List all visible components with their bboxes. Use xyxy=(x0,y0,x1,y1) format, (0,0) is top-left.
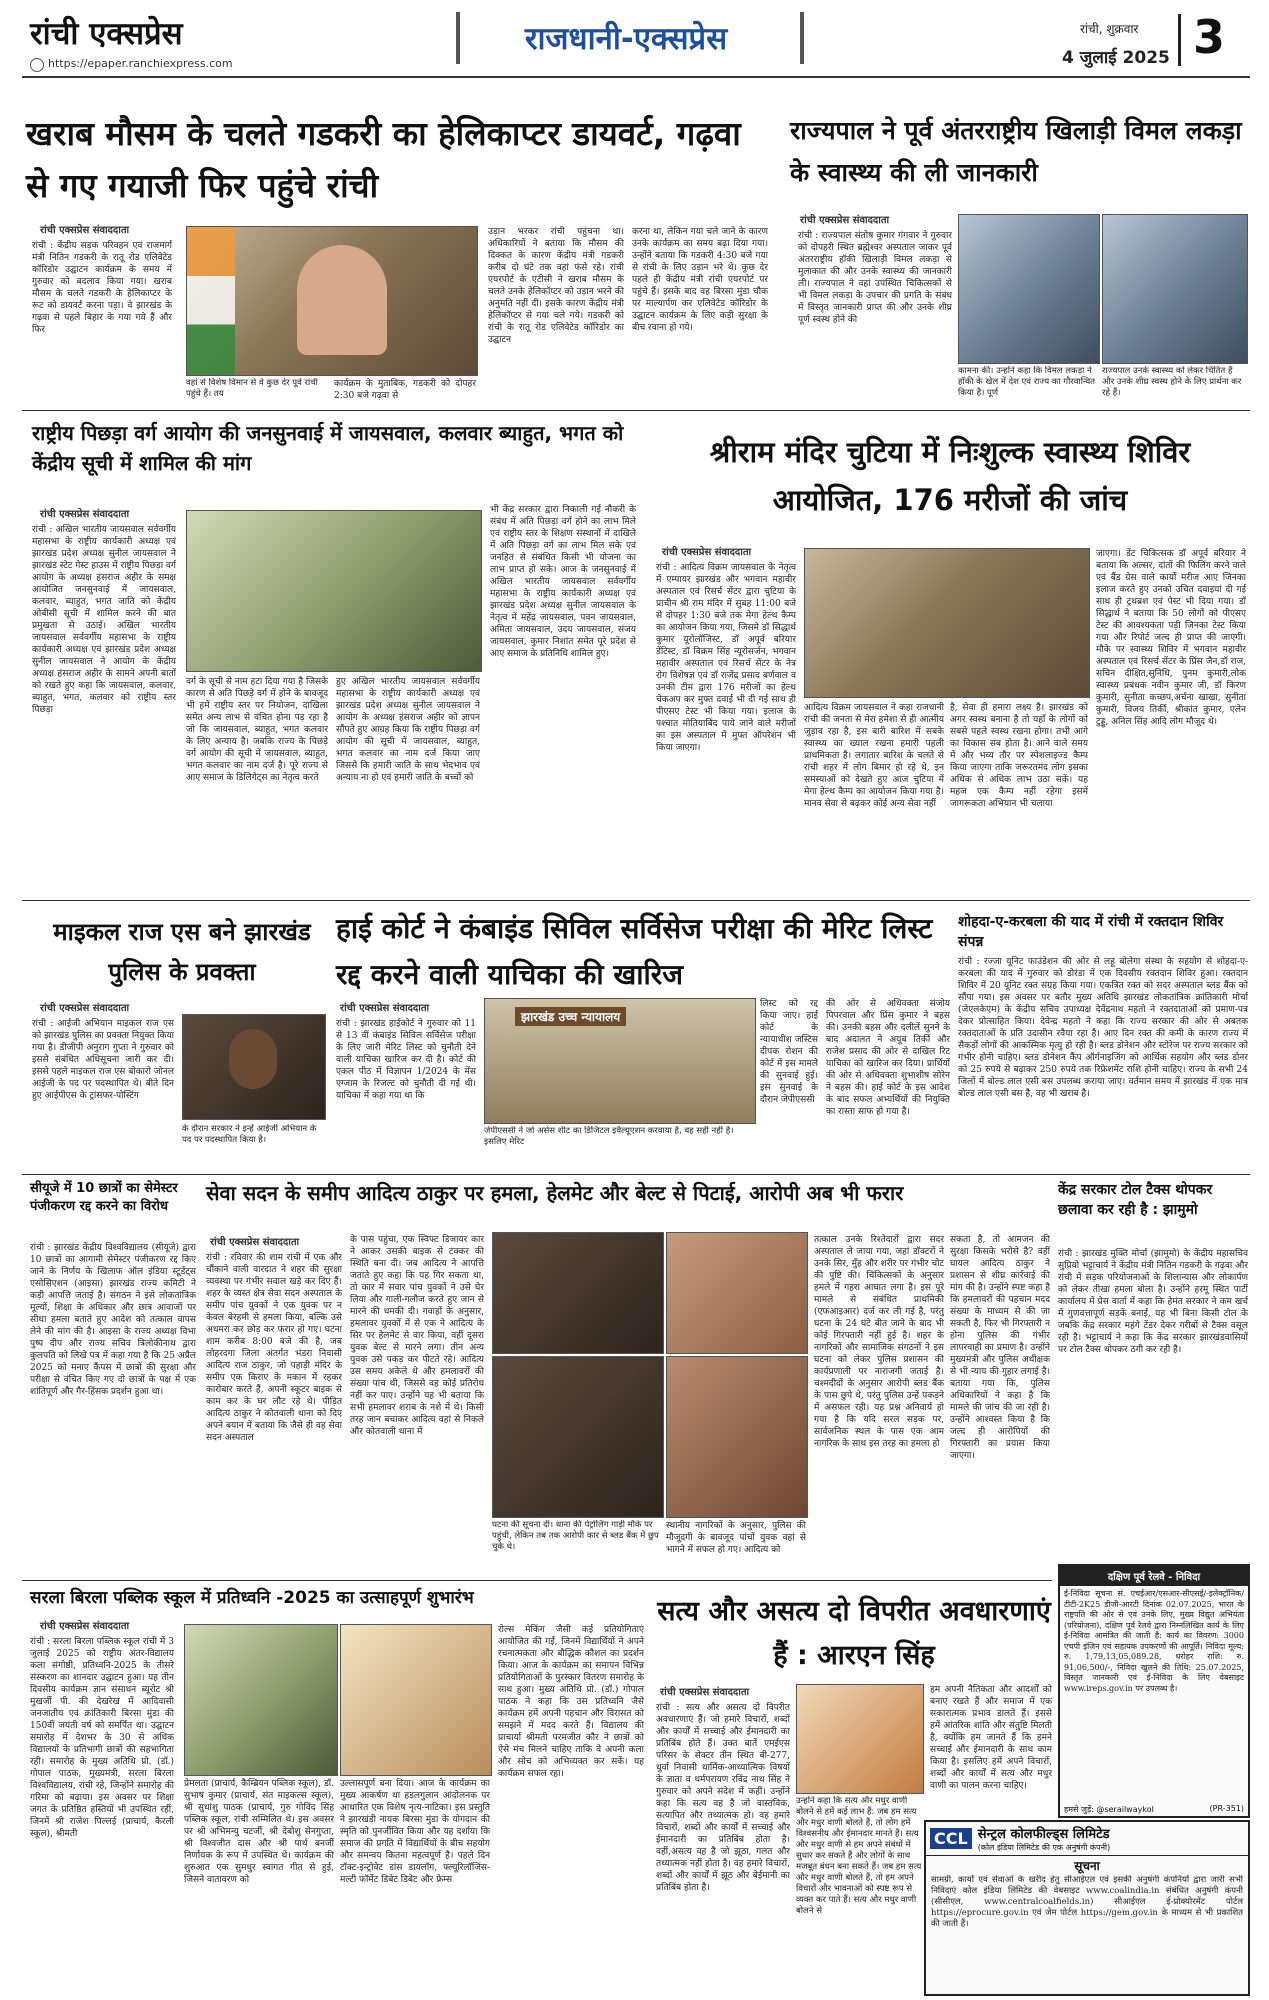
camp-col1: रांची : आदित्य विक्रम जायसवाल के नेतृत्व में एम्पायर झारखंड और भगवान महावीर अस्पताल एवं रिसर्च सेंटर द्वारा चुटिया के प्राचीन श्री राम मंदिर में सुबह 11:00 बजे से दोपहर 1:30 बजे तक मेगा हेल्थ कैम्प का आयोजन किया गया, जिसमे डॉ सिद्धार्थ कुमार यूरोलॉजिस्ट, डॉ अपूर्व बरियार डेंटिस्ट, डॉ विक्रम सिंह न्यूरोसर्जन, भगवान महावीर अस्पताल एवं रिसर्च सेंटर के नेत्र रोग विशेषज्ञ एवं डॉ राजेंद्र प्रसाद बर्णवाल व उनकी टीम द्वारा 176 मरीजों का हेल्थ चेकअप कर मुफ्त दवाई भी दी गई साथ ही पीएसए टेस्ट भी किया गया। इलाज के पश्चात मोतियाबिंद पाये जाने वाले मरीजों का इस अस्पताल में मुफ्त ऑपरेशन भी किया जाएगा। xyxy=(656,563,796,753)
obc-col4: भी केंद्र सरकार द्वारा निकाली गई नौकरी के संबंध में अति पिछड़ा वर्ग होने का लाभ मिले एवं राष्ट्रीय स्तर के शिक्षण संस्थानों में दाखिले में अति पिछड़ा वर्ग का लाभ मिल सके एवं जनहित से संबंधित किसी भी योजना का लाभ प्राप्त हो सके। आज के जनसुनवाई में अखिल भारतीय जायसवाल सर्ववर्गीय महासभा के राष्ट्रीय कार्यकारी अध्यक्ष एवं झारखंड प्रदेश अध्यक्ष सुनील जायसवाल के नेतृत्व में महेंद्र जायसवाल, पवन जायसवाल, अमिता जायसवाल, उदय जायसवाल, संजय जायसवाल, कुमार निशांत समेत पूरे प्रदेश से आए समाज के प्रतिनिधि शामिल हुए। xyxy=(490,505,636,659)
obc-photo xyxy=(186,510,482,672)
sevasadan-col3: स्थानीय नागरिकों के अनुसार, पुलिस की मौजूदगी के बावजूद पांचों युवक वहां से भागने में सफल हो गए। आदित्य को xyxy=(666,1521,806,1555)
court-col2: लिस्ट को रद्द किया जाए। हाई कोर्ट के न्यायाधीश जस्टिस दीपक रोशन की कोर्ट में इस मामले की सुनवाई हुई। इस सुनवाई के दौरान जेपीएससी xyxy=(760,999,818,1105)
sevasadan-photo-2 xyxy=(666,1232,808,1354)
ccl-org-name: सेन्ट्रल कोलफील्ड्स लिमिटेड xyxy=(977,1827,1110,1842)
court-photo xyxy=(484,998,756,1124)
gadkari-col4: करना था, लेकिन गया चले जाने के कारण उनके कार्यक्रम का समय बढ़ा दिया गया। उन्होंने बताया कि गडकरी 4:30 बजे गया से रांची के लिए उड़ान भरे थे। कुछ देर पहले ही केंद्रीय मंत्री रांची एयरपोर्ट पर पहुंचे हैं। इसके बाद वह बिरसा मुंडा चौक पर माल्यार्पण कर एलिवेटेड कॉरिडोर के उद्घाटन कार्यक्रम के लिए कड़ी सुरक्षा के बीच रवाना हो गये। xyxy=(632,227,768,333)
railway-ad-code: (PR-351) xyxy=(1209,1804,1244,1813)
issue-date: 4 जुलाई 2025 xyxy=(1062,48,1170,68)
sarla-byline: रांची एक्सप्रेस संवाददाता xyxy=(40,1621,130,1632)
divider xyxy=(22,410,1250,411)
sevasadan-headline: सेवा सदन के समीप आदित्य ठाकुर पर हमला, हेलमेट और बेल्ट से पिटाई, आरोपी अब भी फरार xyxy=(206,1181,904,1205)
obc-headline: राष्ट्रीय पिछड़ा वर्ग आयोग की जनसुनवाई में जायसवाल, कलवार ब्याहुत, भगत को केंद्रीय सूची में शामिल की मांग xyxy=(32,421,624,475)
sevasadan-col2: के पास पहुंचा, एक स्विफ्ट डिजायर कार ने आकर उसकी बाइक से टक्कर की स्थिति बना दी। जब आदित्य ने आपत्ति जताते हुए कहा कि यह गिर सकता था, तो कार में सवार पांच युवकों ने उसे घेर लिया और गाली-गलौज करते हुए जान से मारने की धमकी दी। गवाहों के अनुसार, हमलावर युवकों में से एक ने आदित्य के सिर पर हेलमेट से वार किया, वहीं दूसरा युवक बेल्ट से मारने लगा। तीन अन्य युवक उसे पकड़ कर पीटते रहे। आदित्य उस समय अकेले थे और हमलावरों की संख्या पांच थी, जिससे वह कोई प्रतिरोध नहीं कर पाए। उन्होंने यह भी बताया कि सभी हमलावर शराब के नशे में थे। किसी तरह जान बचाकर आदित्य वहां से निकले और कोतवाली थाना में xyxy=(350,1235,484,1437)
paper-logo: रांची एक्सप्रेस xyxy=(30,16,183,52)
sevasadan-byline: रांची एक्सप्रेस संवाददाता xyxy=(210,1237,300,1248)
obc-byline: रांची एक्सप्रेस संवाददाता xyxy=(40,509,130,520)
camp-byline: रांची एक्सप्रेस संवाददाता xyxy=(662,547,752,558)
governor-byline: रांची एक्सप्रेस संवाददाता xyxy=(800,215,890,226)
satya-col1: रांची : सत्य और असत्य दो विपरीत अवधारणाएं हैं। जो हमारे विचारों, शब्दों और कार्यों में सच्चाई और ईमानदारी का प्रतिबिंब होते हैं। उक्त बातें एमईएस परिसर के सेक्टर तीन स्थित बी-277, धुर्वा निवासी धार्मिक-आध्यात्मिक विषयों के ज्ञाता व धर्मपरायण रविंद्र नाथ सिंह ने गुरुवार को अपने संदेश में कहीं। उन्होंने कहा कि सत्य वह है जो वास्तविक, सत्यापित और तथ्यात्मक हो। वह हमारे विचारों, शब्दों और कार्यों में सच्चाई और ईमानदारी का प्रतिबिंब होता है। वहीं,असत्य वह है जो झूठा, गलत और तथ्यात्मक नहीं होता है। वह हमारे विचारों, शब्दों और कार्यों में झूठ और बेईमानी का प्रतिबिंब होता है। xyxy=(656,1703,790,1893)
railway-ad-handle: हमसे जुड़ें: @serailwaykol xyxy=(1064,1805,1154,1814)
governor-caption-1: कामना की। उन्होंने कहा कि विमल लकड़ा ने हॉकी के खेल में देश एवं राज्य का गौरवान्वित किया है। पूर्ण xyxy=(958,366,1096,398)
satya-byline: रांची एक्सप्रेस संवाददाता xyxy=(660,1687,750,1698)
court-byline: रांची एक्सप्रेस संवाददाता xyxy=(340,1003,430,1014)
gadkari-col1: रांची : केंद्रीय सड़क परिवहन एवं राजमार्ग मंत्री नितिन गडकरी के रातू रोड एलिवेटेड कॉरिडोर उद्घाटन कार्यक्रम के समय में गुरुवार को बदलाव किया गया। खराब मौसम के चलते गडकरी के हेलिकाप्टर के रूट को डायवर्ट करना पड़ा। वे झारखंड के गढ़वा से पहले बिहार के गया गये हैं और फिर xyxy=(32,241,172,335)
railway-tender-ad[interactable] xyxy=(1058,1564,1250,1818)
sevasadan-photo-4 xyxy=(666,1356,808,1518)
blood-body: रांची : रज्जा यूनिट फाउंडेशन की ओर से लहू बोलेगा संस्था के सहयोग से शोहदा-ए-करबला की याद में गुरुवार को डोरंडा में एक दिवसीय रक्तदान शिविर हुआ। रक्तदान शिविर में 20 यूनिट रक्त संग्रह किया गया। एकत्रित रक्त को सदर अस्पताल ब्लड बैंक को सौंपा गया। इस अवसर पर बतौर मुख्य अतिथि झारखंड लोकतांत्रिक क्रांतिकारी मोर्चा (जेएलकेएम) के केंद्रीय सचिव उपाध्यक्ष देवेंद्रनाथ महतो ने रक्तदाताओं को प्रमाण-पत्र देकर प्रोत्साहित किया। देवेन्द्र महतो ने कहा कि राज्य सरकार की ओर से अबतक रक्तदाताओं के प्रति उदासीन रवैया रहा है। आए दिन रक्त की कमी के कारण राज्य में सैकड़ों लोगों की आकस्मिक मृत्यु हो रही है। ब्लड डोनेशन और स्टोरेज पर राज्य सरकार को गंभीर होनी चाहिए। ब्लड डोनेशन कैंप ऑर्गनाइजिंग को आर्थिक सहयोग और ब्लड डोनर को 25 रुपये से बढ़ाकर 250 रुपये तक रिफ्रेशमेंट राशि होनी चाहिए। राज्य के सभी 24 जिलों में बोल्ड लाल एसी बस उपलब्ध कराया जाए। वर्तमान समय में झारखंड में एक मात्र बोल्ड लाल एसी बस है, वह भी खराब है। xyxy=(958,957,1248,1099)
camp-headline: श्रीराम मंदिर चुटिया में निःशुल्क स्वास्थ्य शिविर आयोजित, 176 मरीजों की जांच xyxy=(709,435,1191,517)
camp-col3: है, सेवा ही हमारा लक्ष्य है। झारखंड को अगर स्वस्थ बनाना है तो यहाँ के लोगों को सबसे पहले स्वस्थ रखना होगा। तभी आगे का विकास सब होता है। आने वाले समय में और भव्य तौर पर स्पेशलाइज्ड कैम्प किया जाएगा ताकि जरूरतमंद लोग इसका अधिक से अधिक लाभ उठा सकें। यह महज एक कैम्प नहीं रहेगा इसमें जागरूकता अभियान भी चलाया xyxy=(950,703,1088,809)
camp-photo xyxy=(804,548,1090,698)
sevasadan-col1: रांची : रविवार की शाम रांची में एक और चौंकाने वाली वारदात ने शहर की सुरक्षा व्यवस्था पर गंभीर सवाल खड़े कर दिए हैं। शहर के व्यस्त क्षेत्र सेवा सदन अस्पताल के समीप पांच युवकों ने एक युवक पर न केवल बेरहमी से हमला किया, बल्कि उसे अधमरा कर छोड़ कर फरार हो गए। घटना शाम करीब 8:00 बजे की है, जब लोहरदगा जिला अंतर्गत भंडरा निवासी आदित्य राज ठाकुर, जो पहाड़ी मंदिर के समीप एक किराए के मकान में रहकर कारोबार करते हैं, अपनी स्कूटर बाइक से काम कर के घर लौट रहे थे। पीड़ित आदित्य ठाकुर ने कोतवाली थाना को दिए अपने बयान में बताया कि जैसे ही वह सेवा सदन अस्पताल xyxy=(206,1253,342,1443)
masthead xyxy=(0,0,1269,80)
satya-col2: हम अपनी नैतिकता और आदर्शों को बनाए रखते हैं और समाज में एक सकारात्मक प्रभाव डालते हैं। इससे हमें आंतरिक शांति और संतुष्टि मिलती है, क्योंकि हम जानते हैं कि हमने सच्चाई और ईमानदारी के साथ काम किया है। इसलिए हमें अपने विचारों, शब्दों और कार्यों में सत्य और मधुर वाणी का पालन करना चाहिए। xyxy=(930,1685,1052,1791)
cuj-body: रांची : झारखंड केंद्रीय विश्वविद्यालय (सीयूजे) द्वारा 10 छात्रों का आगामी सेमेस्टर पंजीकरण रद्द किए जाने के निर्णय के खिलाफ ऑल इंडिया स्टूडेंट्स एसोसिएशन (आइसा) झारखंड राज्य कमिटी ने कड़ी आपत्ति जताई है। संगठन ने इसे लोकतांत्रिक मूल्यों, शिक्षा के अधिकार और छात्र आवाजों पर सीधा हमला बताते हुए आदेश को तत्काल वापस लेने की मांग की है। आइसा के राज्य अध्यक्ष विभा पुष्प दीप और राज्य सचिव त्रिलोकीनाथ द्वारा कुलपति को लिखे पत्र में कहा गया है कि 25 अप्रैल 2025 को मनाए कैंपस में छात्रों की सुरक्षा और परीक्षा से वंचित किए गए दो छात्रों के पक्ष में एक शांतिपूर्ण और गैर-हिंसक प्रदर्शन हुआ था। xyxy=(30,1243,196,1397)
railway-ad-footer xyxy=(1060,1804,1248,1815)
gadkari-col3: उड़ान भरकर रांची पहुंचना था। अधिकारियों ने बताया कि मौसम की दिक्कत के कारण केंद्रीय मंत्री गडकरी करीब दो घंटे तक वहां फंसे रहे। रांची एयरपोर्ट के एटीसी ने खराब मौसम के चलते उनके हेलिकॉप्टर को उड़ान भरने की अनुमति नहीं दी। इसके कारण केंद्रीय मंत्री हेलिकॉप्टर से गया चले गये। गडकरी को रांची के रातू रोड एलिवेटेड कॉरिडोर का उद्घाटन xyxy=(488,227,624,345)
governor-caption-2: राज्यपाल उनके स्वास्थ्य को लेकर चिंतित हैं और उनके शीघ्र स्वस्थ होने के लिए प्रार्थना कर रहे हैं। xyxy=(1102,366,1242,398)
globe-icon xyxy=(30,58,44,72)
obc-col3: हुए अखिल भारतीय जायसवाल सर्ववर्गीय महासभा के राष्ट्रीय कार्यकारी अध्यक्ष एवं झारखंड प्रदेश अध्यक्ष सुनील जायसवाल ने आयोग के अध्यक्ष हंसराज अहीर को ज्ञापन सौंपते हुए आग्रह किया कि राष्ट्रीय पिछड़ा वर्ग आयोग की सूची में जायसवाल, ब्याहुत, भगत कलवार का नाम दर्ज किया जाए जिससे कि हमारी जाति के साथ भेदभाव एवं अन्याय ना हो एवं हमारी जाति के बच्चों को xyxy=(336,677,480,783)
michael-byline: रांची एक्सप्रेस संवाददाता xyxy=(40,1003,130,1014)
ccl-ad-header xyxy=(926,1822,1248,1856)
ccl-notice-body: सामग्री, कार्यों एवं सेवाओं के खरीद हेतु सीआईएल एवं इसकी अनुषंगी कंपनियों द्वारा जारी सभी निविदाएं कोल इंडिया लिमिटेड की वेबसाइट www.coalindia.in संबंधित अनुषंगी कंपनी (सीसीएल, www.centralcoalfields.in) सीआईएल ई-प्रोक्योरमेंट पोर्टल https://eprocure.gov.in एवं जेम पोर्टल https://gem.gov.in के माध्यम से भी प्रकाशित की जाती हैं। xyxy=(931,1875,1243,1929)
gadkari-col2: कार्यक्रम के मुताबिक, गडकरी को दोपहर 2:30 बजे गढ़वा से xyxy=(334,379,476,401)
governor-photo-1 xyxy=(958,214,1100,364)
blood-headline: शोहदा-ए-करबला की याद में रांची में रक्तदान शिविर संपन्न xyxy=(958,914,1224,950)
satya-headline: सत्य और असत्य दो विपरीत अवधारणाएं हैं : आरएन सिंह xyxy=(657,1596,1051,1671)
page-number-text: 3 xyxy=(1193,10,1226,64)
michael-photo xyxy=(182,1014,326,1120)
issue-day: रांची, शुक्रवार xyxy=(1080,22,1139,36)
ccl-notice-title: सूचना xyxy=(1074,1859,1100,1873)
sarla-col2: प्रेमलता (प्राचार्य, कैम्ब्रियन पब्लिक स्कूल), डॉ. सुभाष कुमार (प्राचार्य, संत माइकल्स स्कूल), श्री सुधांशु पाठक (प्राचार्य, गुरु गोविंद सिंह पब्लिक स्कूल, रांची सम्मिलित थे। इस अवसर पर श्री अभिमन्यु चटर्जी, श्री देबोशु सेनगुप्ता, श्री विश्वजीत दास और श्री पार्थ बनर्जी निर्णायक के रूप में उपस्थित थे। कार्यक्रम की शुरुआत एक सुमधुर स्वागत गीत से हुई, जिसने वातावरण को xyxy=(184,1779,334,1885)
sarla-photo-1 xyxy=(184,1624,338,1776)
toll-body: रांची : झारखंड मुक्ति मोर्चा (झामुमो) के केंद्रीय महासचिव सुप्रियो भट्टाचार्य ने केंद्रीय मंत्री नितिन गडकरी के गढ़वा और रांची में सड़क परियोजनाओं के शिलान्यास और लोकार्पण को लेकर तीखा हमला बोला है। उन्होंने हरमू स्थित पार्टी कार्यालय में प्रेस वार्ता में कहा कि हेमंत सरकार ने कम खर्च में गुणवत्तापूर्ण सड़कें बनाई, यह भी बिना किसी टोल के जबकि केंद्र सरकार महंगे टेंडर देकर गरीबों से टैक्स वसूल रही है। भट्टाचार्य ने कहा कि केंद्र सरकार झारखंडवासियों पर टोल टैक्स थोपकर ठगी कर रही है। xyxy=(1058,1249,1248,1355)
governor-headline: राज्यपाल ने पूर्व अंतरराष्ट्रीय खिलाड़ी विमल लकड़ा के स्वास्थ्य की ली जानकारी xyxy=(790,116,1242,187)
gadkari-photo-caption: वहां से विशेष विमान से वे कुछ देर पूर्व रांची पहुंचे हैं। तय xyxy=(186,378,318,399)
section-title: राजधानी-एक्सप्रेस xyxy=(524,21,728,57)
toll-headline: केंद्र सरकार टोल टैक्स थोपकर छलावा कर रही है : झामुमो xyxy=(1058,1182,1213,1218)
sarla-headline: सरला बिरला पब्लिक स्कूल में प्रतिध्वनि -2025 का उत्साहपूर्ण शुभारंभ xyxy=(30,1588,474,1608)
michael-caption: के दौरान सरकार ने इन्हें आईजी अभियान के पद पर पदस्थापित किया है। xyxy=(182,1124,317,1145)
sarla-photo-2 xyxy=(340,1624,492,1776)
ccl-org-sub: (कोल इंडिया लिमिटेड की एक अनुषंगी कंपनी) xyxy=(977,1843,1111,1852)
obc-col1: रांची : अखिल भारतीय जायसवाल सर्ववर्गीय महासभा के राष्ट्रीय कार्यकारी अध्यक्ष एवं झारखंड प्रदेश अध्यक्ष सुनील जायसवाल ने झारखंड स्टेट गेस्ट हाउस में राष्ट्रीय पिछड़ा वर्ग आयोग के अध्यक्ष हंसराज अहीर के समक्ष आयोजित जनसुनवाई में जायसवाल, कलवार, ब्याहुत, भगत जाति को केंद्रीय ओबीसी सूची में शामिल करने की बात प्रमुखता से उठाई। अखिल भारतीय जायसवाल सर्ववर्गीय महासभा के राष्ट्रीय कार्यकारी अध्यक्ष एवं झारखंड प्रदेश अध्यक्ष सुनील जायसवाल ने आयोग के केंद्रीय अध्यक्ष हंसराज अहीर के सामने अपनी बातों को रखते हुए कहा कि जायसवाल, कलवार, ब्याहुत, भगत, कलवार को राष्ट्रीय स्तर पिछड़ा xyxy=(32,525,176,715)
railway-ad-body: ई-निविदा सूचना सं. एचईआर/एसआर-सीएसई/-इलेक्ट्रॉनिक/ टीटी-2K25 डीजी-आरटी दिनांक 02.07.2025, भारत के राष्ट्रपति की ओर से एवं उनके लिए, मुख्य विद्युत अभियंता (परियोजना), दक्षिण पूर्व रेलवे द्वारा निम्नलिखित कार्य के लिए ई-निविदा आमंत्रित की जाती है: कार्य का विवरण: 3000 एचपी इंजिन एवं सहायक उपकरणों की आपूर्ति। निविदा मूल्य: रु. 1,79,13,05,089.28, धरोहर राशि: रु. 91,06,500/-, निविदा खुलने की तिथि: 25.07.2025, विस्तृत जानकारी एवं ई-निविदा के लिए वेबसाइट www.ireps.gov.in पर उपलब्ध है। xyxy=(1064,1589,1244,1693)
ccl-notice-ad[interactable] xyxy=(924,1820,1250,1996)
satya-photo xyxy=(796,1684,924,1794)
page-number xyxy=(1178,10,1241,66)
sevasadan-caption: घटना की सूचना दी। थाना की पेट्रोलिंग गाड़ी मौके पर पहुंची, लेकिन तब तक आरोपी कार से ब्लड बैंक में छुप चुके थे। xyxy=(492,1520,659,1552)
cuj-headline: सीयूजे में 10 छात्रों का सेमेस्टर पंजीकरण रद्द करने का विरोध xyxy=(30,1181,178,1214)
court-col1: रांची : झारखंड हाईकोर्ट ने गुरुवार को 11 से 13 वीं कंबाइंड सिविल सर्विसेज परीक्षा के लिए जारी मेरिट लिस्ट को चुनौती देने वाली याचिका खारिज कर दी है। कोर्ट की एकल पीठ में विज्ञापन 1/2024 के मेंस एग्जाम के रिजल्ट को चुनौती दी गई थी। याचिका में कहा गया था कि xyxy=(336,1019,476,1101)
court-photo-label: झारखंड उच्च न्यायालय xyxy=(515,1007,626,1026)
court-col3: की ओर से अधिवक्ता संजोय पिपरवाल और प्रिंस कुमार ने बहस की। उनकी बहस और दलीलें सुनने के बाद अदालत ने अयूब तिर्की और राजेश प्रसाद की ओर से दाखिल रिट याचिका को खारिज कर दिया। प्रार्थियों की ओर से अधिवक्ता शुभाशीष सोरेन ने बहस की। हाई कोर्ट के इस आदेश के बाद सफल अभ्यर्थियों की नियुक्ति का रास्ता साफ हो गया है। xyxy=(826,999,950,1117)
court-headline: हाई कोर्ट ने कंबाइंड सिविल सर्विसेज परीक्षा की मेरिट लिस्ट रद्द करने वाली याचिका की खारिज xyxy=(336,912,933,991)
governor-photo-2 xyxy=(1102,214,1248,364)
sevasadan-photo-3 xyxy=(492,1356,664,1518)
court-caption: जेपीएससी ने जो असेस शीट का डिजिटल इवैल्यूएशन करवाया है, वह सही नहीं है। इसलिए मेरिट xyxy=(484,1126,734,1147)
gadkari-photo xyxy=(186,226,478,376)
camp-col2: आदित्य विक्रम जायसवाल ने कहा राजधानी रांची की जनता से मेरा हमेशा से ही आत्मीय जुड़ाव रहा है, इस बारी बारिश में सबके स्वास्थ्य का ख्याल रखना हमारी पहली प्राथमिकता है। लगातार बारिश के चलते से रांची शहर में लोग बिमार हो रहे थे, इन समस्याओं को देखते हुए आज चुटिया में मेगा हेल्थ कैम्प का आयोजन किया गया है। मानव सेवा से बढ़कर कोई अन्य सेवा नहीं xyxy=(804,703,944,809)
divider xyxy=(22,1580,1052,1581)
obc-col2: वर्ग के सूची से नाम हटा दिया गया है जिसके कारण से अति पिछड़े वर्ग में होने के बावजूद भी हमें राष्ट्रीय स्तर पर नियोजन, दाखिला समेत अन्य लाभ से वंचित होना पड़ रहा है जो कि जायसवाल, ब्याहुत, भगत कलवार के लिए अन्याय है। जबकि राज्य के पिछड़े वर्ग आयोग की सूची में जायसवाल, ब्याहुत, भगत कलवार का नाम दर्ज है। पूरे राज्य से आए समाज के डिलिगेट्स का नेतृत्व करते xyxy=(186,677,328,783)
michael-headline: माइकल राज एस बने झारखंड पुलिस के प्रवक्ता xyxy=(53,918,311,986)
satya-caption: उन्होंने कहा कि सत्य और मधुर वाणी बोलने से हमें कई लाभ हैं: जब हम सत्य और मधुर वाणी बोलते हैं, तो लोग हमें विश्वसनीय और ईमानदार मानते हैं। सत्य और मधुर वाणी से हम अपने संबंधों में सुधार कर सकते हैं और लोगों के साथ मजबूत बंधन बना सकते हैं। जब हम सत्य और मधुर वाणी बोलते हैं, तो हम अपने विचारों और भावनाओं को स्पष्ट रूप से व्यक्त कर पाते हैं। सत्य और मधुर वाणी बोलने से xyxy=(796,1796,922,1916)
gadkari-photo-flag xyxy=(187,227,235,375)
ccl-logo: CCL xyxy=(930,1828,972,1849)
gadkari-headline: खराब मौसम के चलते गडकरी का हेलिकाप्टर डायवर्ट, गढ़वा से गए गयाजी फिर पहुंचे रांची xyxy=(26,114,741,205)
gadkari-photo-person xyxy=(297,245,387,355)
sevasadan-col5: सकता है, तो आमजन की सुरक्षा किसके भरोसे है? वहीं घायल आदित्य ठाकुर ने प्रशासन से शीघ्र कार्रवाई की मांग की है। उन्होंने स्पष्ट कहा है कि हमलावरों की पहचान मदद संख्या के माध्यम से की जा सकती है, फिर भी गिरफ्तारी न होना पुलिस की गंभीर लापरवाही का प्रमाण है। उन्होंने मुख्यमंत्री और पुलिस अधीक्षक से भी न्याय की गुहार लगाई है। बताया गया कि, पुलिस अधिकारियों ने कहा है कि मामले की जांच की जा रही है। उन्होंने आश्वस्त किया है कि जल्द ही आरोपियों की गिरफ्तारी का प्रयास किया जाएगा। xyxy=(950,1235,1050,1461)
michael-photo-face xyxy=(229,1029,277,1089)
divider xyxy=(22,900,1250,901)
sevasadan-col4: तत्काल उनके रिश्तेदारों द्वारा सदर अस्पताल ले जाया गया, जहां डॉक्टरों ने उनके सिर, मुँह और शरीर पर गंभीर चोट की पुष्टि की। चिकित्सकों के अनुसार हमले में गहरा आघात लगा है। इस पूरे मामले से संबंधित प्राथमिकी (एफआइआर) दर्ज कर ली गई है, परंतु घटना के 24 घंटे बीत जाने के बाद भी कोई गिरफ्तारी नहीं हुई है। शहर के नागरिकों और सामाजिक संगठनों ने इस घटना को लेकर पुलिस प्रशासन की कार्यप्रणाली पर नाराजगी जताई है। चश्मदीदों के अनुसार आरोपी ब्लड बैंक के पास छुपे थे, परंतु पुलिस उन्हें पकड़ने में असफल रही। यह प्रश्न अनिवार्य हो गया है कि यदि सरल सड़क पर, सार्वजनिक स्थल के पास एक आम नागरिक के साथ इस तरह का हमला हो xyxy=(814,1235,944,1449)
epaper-url[interactable]: https://epaper.ranchiexpress.com xyxy=(48,57,233,70)
sarla-col1: रांची : सरला बिरला पब्लिक स्कूल रांची में 3 जुलाई 2025 को राष्ट्रीय अंतर-विद्यालय कला संगोष्ठी, प्रतिध्वनि-2025 के तीसरे संस्करण का शानदार उद्घाटन हुआ। यह तीन दिवसीय कार्यक्रम ज्ञान संसाधन ब्यूरोट श्री मुखर्जी पी. की देखरेख में आदिवासी जनजातीय एवं क्रांतिकारी बिरसा मुंडा की 150वीं जयंती वर्ष को समर्पित था। उद्घाटन समारोह में देशभर के 30 से अधिक विद्यालयों के प्रतिभागी छात्रों की सहभागिता रही। समारोह के मुख्य अतिथि प्रो. (डॉ.) गोपाल पाठक, मुख्यमंत्री, सरला बिरला विश्वविद्यालय, रांची रहे, जिन्होंने समारोह की गरिमा को बढ़ाया। इस अवसर पर शिक्षा जगत के प्रतिष्ठित हस्तियों भी उपस्थित रहीं, जिनमें श्री राजेश पिल्लई (प्राचार्य, कैरली स्कूल), श्रीमती xyxy=(30,1637,174,1839)
sarla-col3: उल्लासपूर्ण बना दिया। आज के कार्यक्रम का मुख्य आकर्षण था हडलगुलान आंदोलनक पर आधारित एक विशेष नृत्य-नाटिका। इस प्रस्तुति ने झारखंडी नायक बिरसा मुंडा के योगदान की स्मृति को पुनर्जीवित किया और यह दर्शाया कि समाज की प्रगति में विद्यार्थियों के बीच सहयोग और समन्वय कितना महत्वपूर्ण है। पहले दिन टॉक्ट-इन्ट्रोवेट डांस डायलॉग, फ्ल्यूरिलॉजिंस- मल्टी फॉर्मेट डिबेट डिबेट और फ्रेम्स xyxy=(340,1779,490,1885)
camp-col4: जाएगा। डेंट चिकित्सक डॉ अपूर्व बरियार ने बताया कि अल्सर, दांतों की फिलिंग करने वाले एवं बैंड ग्रेस वाले कार्यो मरीज आए जिनका इलाज करते हुए उनको उचित दवाइयां दी गई साथ ही ट्रथब्रश एवं पेस्ट भी दिया गया। डॉ सिद्धार्थ ने बताया कि 50 लोगों को पीएसए टेस्ट की आवश्यकता पड़ी जिनका टेस्ट किया गया और रिपोर्ट जल्द ही प्राप्त की जाएगी। मौके पर स्वास्थ्य शिविर में भगवान महावीर अस्पताल एवं रिसर्च सेंटर के प्रिंस जैन,डॉ राज, सचिन दीक्षित,सुनिधि, पुनम कुमारी,लोक स्वास्थ्य प्रबंधक नवीन कुमार जी, डॉ किरण कुमारी, सुनीता कच्छप,अर्चना खाखा, सुनीता कुमारी, विजय तिर्की, श्रीकांत कुमार, एलेन टुड्डू, अनिल सिंह आदि लोग मौजूद थे। xyxy=(1096,549,1246,727)
divider xyxy=(22,1174,1250,1175)
michael-col1: रांची : आईजी अभियान माइकल राज एस को झारखंड पुलिस का प्रवक्ता नियुक्त किया गया है। डीजीपी अनुराग गुप्ता ने गुरुवार को इससे संबंधित अधिसूचना जारी कर दी। इससे पहले माइकल राज एस बोकारो जोनल आईजी के पद पर पदस्थापित थे। बीते दिन हुए आईपीएस के ट्रांसफर-पोस्टिंग xyxy=(32,1019,174,1101)
gadkari-byline: रांची एक्सप्रेस संवाददाता xyxy=(40,225,130,236)
railway-ad-title: दक्षिण पूर्व रेलवे - निविदा xyxy=(1060,1566,1248,1586)
sarla-col4: रोल्स मेकिंग जैसी कई प्रतियोगिताएं आयोजित की गईं, जिनमें विद्यार्थियों ने अपने रचनात्मकता और बौद्धिक कौशल का प्रदर्शन किया। आज के कार्यक्रम का समापन विभिन्न प्रतियोगिताओं के पुरस्कार वितरण समारोह के साथ हुआ। मुख्य अतिथि प्रो. (डॉ.) गोपाल पाठक ने कहा कि उस प्रतिध्वनि जैसे कार्यक्रम हमें अपनी पहचान और विरासत को समझने में मदद करते हैं। विद्यालय की प्राचार्या श्रीमती परमजीत कौर ने छात्रों को ऐसे मंच मिलने चाहिए ताकि वे अपनी कला और सोच को अभिव्यक्त कर सकें। यह कार्यक्रम सफल रहा। xyxy=(498,1625,644,1779)
governor-col1: रांची : राज्यपाल संतोष कुमार गंगवार ने गुरुवार को दोपहरी स्थित ब्रह्मेश्वर अस्पताल जाकर पूर्व अंतरराष्ट्रीय हॉकी खिलाड़ी विमल लकड़ा से मुलाकात की और उनके स्वास्थ्य की जानकारी ली। राज्यपाल ने वहां उपस्थित चिकित्सकों से भी विमल लकड़ा के उपचार की प्रगति के संबंध में विस्तृत जानकारी प्राप्त की और उनके शीघ्र पूर्ण स्वस्थ होने की xyxy=(798,231,952,325)
masthead-rule xyxy=(22,76,1250,78)
sevasadan-photo-1 xyxy=(492,1232,664,1354)
